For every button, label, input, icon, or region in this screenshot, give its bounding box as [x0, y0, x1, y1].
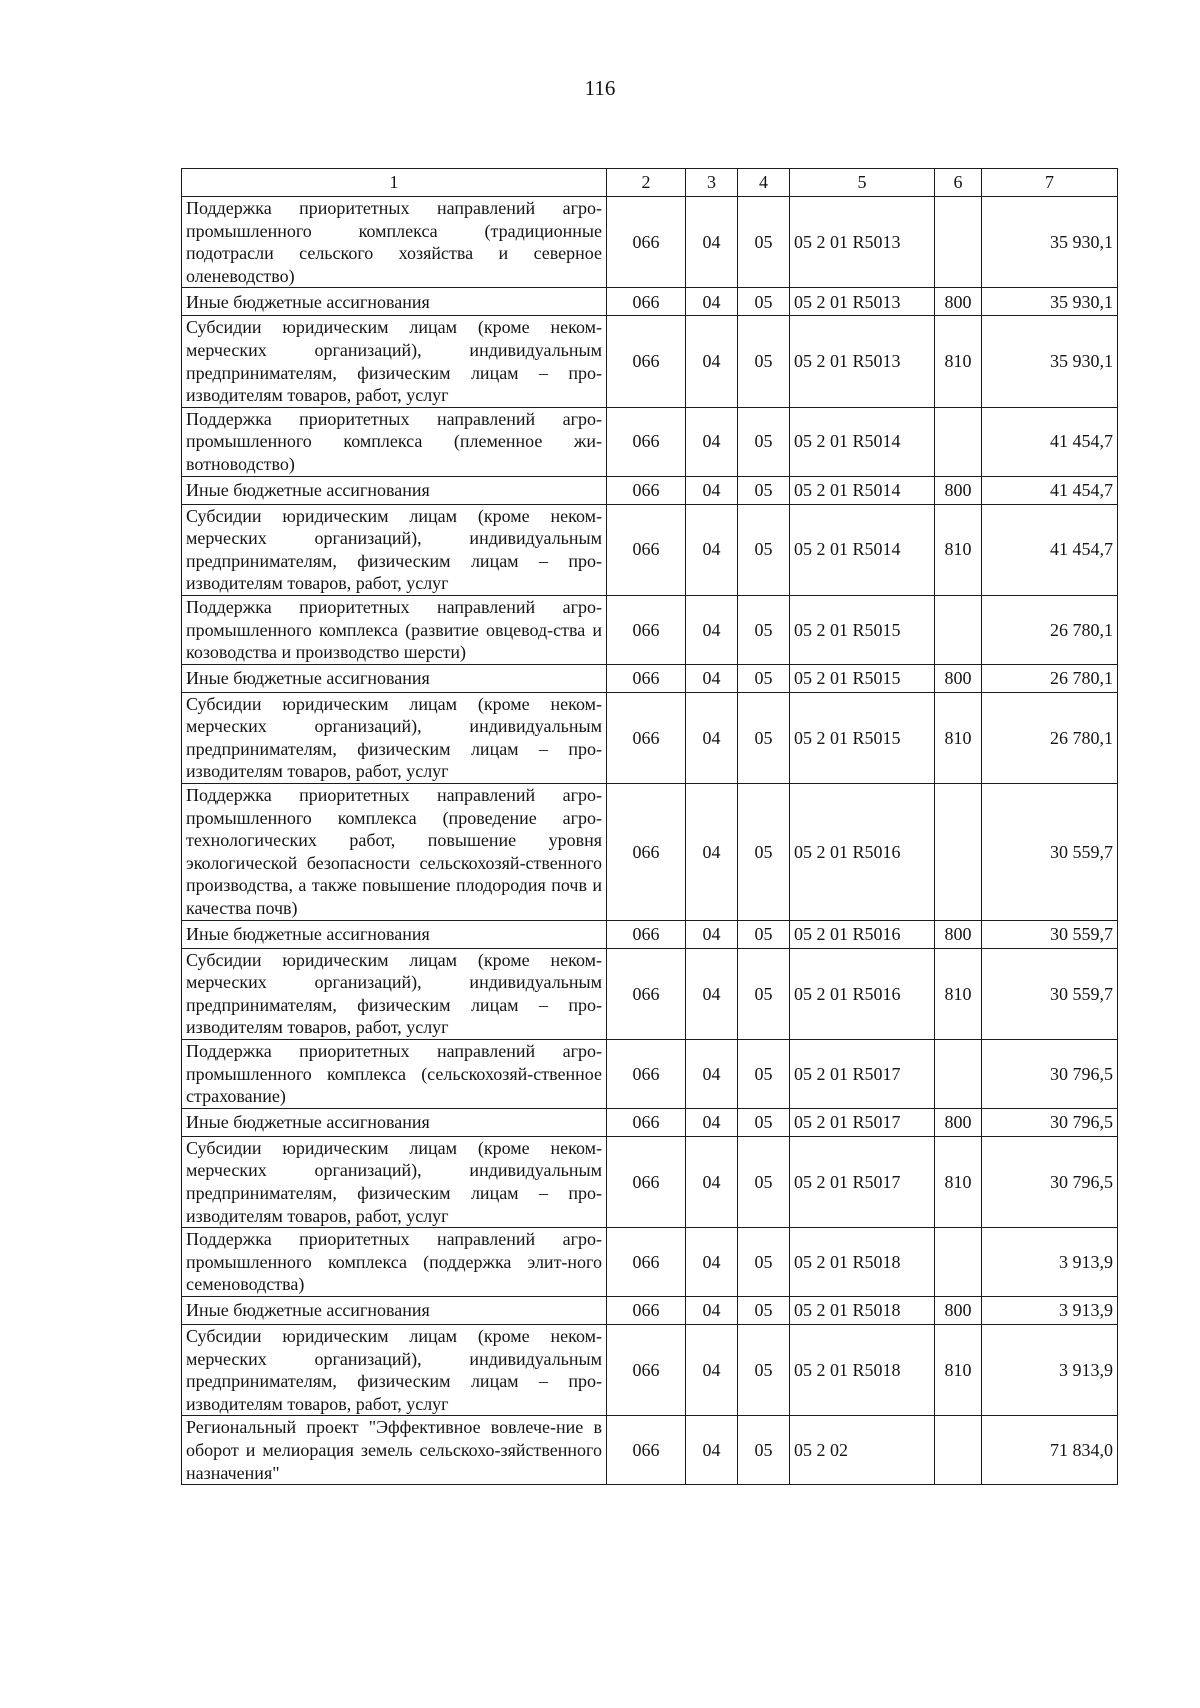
agency-code-cell: 066 [607, 1040, 686, 1109]
expense-type-cell [935, 595, 982, 664]
target-article-cell: 05 2 01 R5017 [790, 1108, 935, 1136]
target-article-cell: 05 2 01 R5018 [790, 1324, 935, 1415]
subsection-code-cell: 05 [738, 1040, 790, 1109]
amount-cell: 71 834,0 [982, 1416, 1118, 1485]
section-code-cell: 04 [686, 784, 738, 921]
expense-type-cell [935, 1416, 982, 1485]
agency-code-cell: 066 [607, 784, 686, 921]
expense-type-cell: 810 [935, 504, 982, 595]
section-code-cell: 04 [686, 1324, 738, 1415]
section-code-cell: 04 [686, 664, 738, 692]
target-article-cell: 05 2 01 R5014 [790, 407, 935, 476]
amount-cell: 30 559,7 [982, 948, 1118, 1039]
section-code-cell: 04 [686, 1040, 738, 1109]
agency-code-cell: 066 [607, 316, 686, 407]
section-code-cell: 04 [686, 288, 738, 316]
expense-type-cell [935, 784, 982, 921]
row-name-cell: Иные бюджетные ассигнования [182, 288, 607, 316]
amount-cell: 26 780,1 [982, 664, 1118, 692]
row-name-cell: Иные бюджетные ассигнования [182, 476, 607, 504]
section-code-cell: 04 [686, 1136, 738, 1227]
subsection-code-cell: 05 [738, 1136, 790, 1227]
agency-code-cell: 066 [607, 920, 686, 948]
section-code-cell: 04 [686, 1108, 738, 1136]
row-name-cell: Поддержка приоритетных направлений агро-промышленного комплекса (поддержка элит-ного семеноводства) [182, 1228, 607, 1297]
section-code-cell: 04 [686, 920, 738, 948]
row-name-cell: Субсидии юридическим лицам (кроме неком-мерческих организаций), индивидуальным предпринимателям, физическим лицам – про-изводителям товаров, работ, услуг [182, 692, 607, 783]
row-name-cell: Поддержка приоритетных направлений агро-промышленного комплекса (развитие овцевод-ства и козоводства и производство шерсти) [182, 595, 607, 664]
expense-type-cell: 800 [935, 476, 982, 504]
subsection-code-cell: 05 [738, 288, 790, 316]
column-header: 2 [607, 169, 686, 197]
subsection-code-cell: 05 [738, 692, 790, 783]
amount-cell: 26 780,1 [982, 692, 1118, 783]
subsection-code-cell: 05 [738, 1296, 790, 1324]
amount-cell: 35 930,1 [982, 288, 1118, 316]
expense-type-cell: 800 [935, 920, 982, 948]
target-article-cell: 05 2 01 R5018 [790, 1228, 935, 1297]
agency-code-cell: 066 [607, 1228, 686, 1297]
subsection-code-cell: 05 [738, 504, 790, 595]
target-article-cell: 05 2 01 R5017 [790, 1040, 935, 1109]
row-name-cell: Иные бюджетные ассигнования [182, 1108, 607, 1136]
row-name-cell: Поддержка приоритетных направлений агро-промышленного комплекса (традиционные подотрасли сельского хозяйства и северное оленеводство) [182, 197, 607, 288]
table-row [182, 476, 1118, 504]
amount-cell: 30 559,7 [982, 920, 1118, 948]
amount-cell: 35 930,1 [982, 197, 1118, 288]
expense-type-cell: 800 [935, 288, 982, 316]
table-row [182, 948, 1118, 1039]
row-name-cell: Иные бюджетные ассигнования [182, 664, 607, 692]
row-name-cell: Субсидии юридическим лицам (кроме неком-мерческих организаций), индивидуальным предпринимателям, физическим лицам – про-изводителям товаров, работ, услуг [182, 1324, 607, 1415]
agency-code-cell: 066 [607, 948, 686, 1039]
subsection-code-cell: 05 [738, 407, 790, 476]
agency-code-cell: 066 [607, 476, 686, 504]
expense-type-cell: 800 [935, 1296, 982, 1324]
section-code-cell: 04 [686, 407, 738, 476]
target-article-cell: 05 2 01 R5013 [790, 288, 935, 316]
agency-code-cell: 066 [607, 595, 686, 664]
expense-type-cell [935, 407, 982, 476]
row-name-cell: Субсидии юридическим лицам (кроме неком-мерческих организаций), индивидуальным предпринимателям, физическим лицам – про-изводителям товаров, работ, услуг [182, 948, 607, 1039]
row-name-cell: Поддержка приоритетных направлений агро-промышленного комплекса (сельскохозяй-ственное страхование) [182, 1040, 607, 1109]
expense-type-cell: 810 [935, 1136, 982, 1227]
amount-cell: 30 559,7 [982, 784, 1118, 921]
expense-type-cell [935, 1040, 982, 1109]
table-row [182, 197, 1118, 288]
target-article-cell: 05 2 01 R5015 [790, 664, 935, 692]
amount-cell: 30 796,5 [982, 1108, 1118, 1136]
header-row [182, 169, 1118, 197]
table-row [182, 1108, 1118, 1136]
table-row [182, 504, 1118, 595]
amount-cell: 3 913,9 [982, 1324, 1118, 1415]
table-row [182, 1416, 1118, 1485]
subsection-code-cell: 05 [738, 595, 790, 664]
amount-cell: 26 780,1 [982, 595, 1118, 664]
column-header: 4 [738, 169, 790, 197]
table-row [182, 1136, 1118, 1227]
section-code-cell: 04 [686, 595, 738, 664]
column-header: 5 [790, 169, 935, 197]
subsection-code-cell: 05 [738, 1324, 790, 1415]
agency-code-cell: 066 [607, 197, 686, 288]
row-name-cell: Субсидии юридическим лицам (кроме неком-мерческих организаций), индивидуальным предпринимателям, физическим лицам – про-изводителям товаров, работ, услуг [182, 504, 607, 595]
agency-code-cell: 066 [607, 664, 686, 692]
subsection-code-cell: 05 [738, 1416, 790, 1485]
amount-cell: 3 913,9 [982, 1228, 1118, 1297]
row-name-cell: Поддержка приоритетных направлений агро-промышленного комплекса (проведение агро-технологических работ, повышение уровня экологической безопасности сельскохозяй-ственного производства, а также повышение плодородия почв и качества почв) [182, 784, 607, 921]
agency-code-cell: 066 [607, 504, 686, 595]
agency-code-cell: 066 [607, 1108, 686, 1136]
row-name-cell: Поддержка приоритетных направлений агро-промышленного комплекса (племенное жи-вотноводство) [182, 407, 607, 476]
expense-type-cell: 800 [935, 1108, 982, 1136]
target-article-cell: 05 2 02 [790, 1416, 935, 1485]
section-code-cell: 04 [686, 1416, 738, 1485]
expense-type-cell: 810 [935, 692, 982, 783]
expense-type-cell [935, 197, 982, 288]
table-row [182, 1296, 1118, 1324]
subsection-code-cell: 05 [738, 948, 790, 1039]
expense-type-cell [935, 1228, 982, 1297]
agency-code-cell: 066 [607, 1324, 686, 1415]
expense-type-cell: 800 [935, 664, 982, 692]
subsection-code-cell: 05 [738, 1228, 790, 1297]
section-code-cell: 04 [686, 476, 738, 504]
table-row [182, 1040, 1118, 1109]
row-name-cell: Иные бюджетные ассигнования [182, 1296, 607, 1324]
table-row [182, 595, 1118, 664]
agency-code-cell: 066 [607, 1136, 686, 1227]
amount-cell: 35 930,1 [982, 316, 1118, 407]
table-row [182, 784, 1118, 921]
table-row [182, 1228, 1118, 1297]
target-article-cell: 05 2 01 R5013 [790, 316, 935, 407]
subsection-code-cell: 05 [738, 920, 790, 948]
column-header: 3 [686, 169, 738, 197]
budget-table [181, 168, 1118, 1485]
amount-cell: 3 913,9 [982, 1296, 1118, 1324]
column-header: 1 [182, 169, 607, 197]
subsection-code-cell: 05 [738, 1108, 790, 1136]
agency-code-cell: 066 [607, 407, 686, 476]
column-header: 6 [935, 169, 982, 197]
target-article-cell: 05 2 01 R5016 [790, 920, 935, 948]
section-code-cell: 04 [686, 1296, 738, 1324]
row-name-cell: Субсидии юридическим лицам (кроме неком-мерческих организаций), индивидуальным предпринимателям, физическим лицам – про-изводителям товаров, работ, услуг [182, 316, 607, 407]
subsection-code-cell: 05 [738, 316, 790, 407]
target-article-cell: 05 2 01 R5016 [790, 784, 935, 921]
column-header: 7 [982, 169, 1118, 197]
section-code-cell: 04 [686, 197, 738, 288]
table-row [182, 664, 1118, 692]
table-row [182, 920, 1118, 948]
table-row [182, 316, 1118, 407]
subsection-code-cell: 05 [738, 784, 790, 921]
amount-cell: 30 796,5 [982, 1040, 1118, 1109]
row-name-cell: Иные бюджетные ассигнования [182, 920, 607, 948]
amount-cell: 30 796,5 [982, 1136, 1118, 1227]
subsection-code-cell: 05 [738, 476, 790, 504]
section-code-cell: 04 [686, 692, 738, 783]
subsection-code-cell: 05 [738, 197, 790, 288]
expense-type-cell: 810 [935, 316, 982, 407]
agency-code-cell: 066 [607, 288, 686, 316]
amount-cell: 41 454,7 [982, 504, 1118, 595]
subsection-code-cell: 05 [738, 664, 790, 692]
agency-code-cell: 066 [607, 1296, 686, 1324]
row-name-cell: Субсидии юридическим лицам (кроме неком-мерческих организаций), индивидуальным предпринимателям, физическим лицам – про-изводителям товаров, работ, услуг [182, 1136, 607, 1227]
target-article-cell: 05 2 01 R5015 [790, 595, 935, 664]
target-article-cell: 05 2 01 R5013 [790, 197, 935, 288]
target-article-cell: 05 2 01 R5017 [790, 1136, 935, 1227]
section-code-cell: 04 [686, 1228, 738, 1297]
row-name-cell: Региональный проект "Эффективное вовлече-ние в оборот и мелиорация земель сельскохо-зяйственного назначения" [182, 1416, 607, 1485]
target-article-cell: 05 2 01 R5014 [790, 504, 935, 595]
section-code-cell: 04 [686, 316, 738, 407]
target-article-cell: 05 2 01 R5015 [790, 692, 935, 783]
table-row [182, 692, 1118, 783]
section-code-cell: 04 [686, 948, 738, 1039]
page-number: 116 [584, 76, 616, 100]
target-article-cell: 05 2 01 R5014 [790, 476, 935, 504]
table-row [182, 1324, 1118, 1415]
table-row [182, 407, 1118, 476]
table-body [182, 197, 1118, 1485]
target-article-cell: 05 2 01 R5016 [790, 948, 935, 1039]
agency-code-cell: 066 [607, 1416, 686, 1485]
expense-type-cell: 810 [935, 1324, 982, 1415]
agency-code-cell: 066 [607, 692, 686, 783]
expense-type-cell: 810 [935, 948, 982, 1039]
amount-cell: 41 454,7 [982, 407, 1118, 476]
target-article-cell: 05 2 01 R5018 [790, 1296, 935, 1324]
amount-cell: 41 454,7 [982, 476, 1118, 504]
section-code-cell: 04 [686, 504, 738, 595]
table-row [182, 288, 1118, 316]
